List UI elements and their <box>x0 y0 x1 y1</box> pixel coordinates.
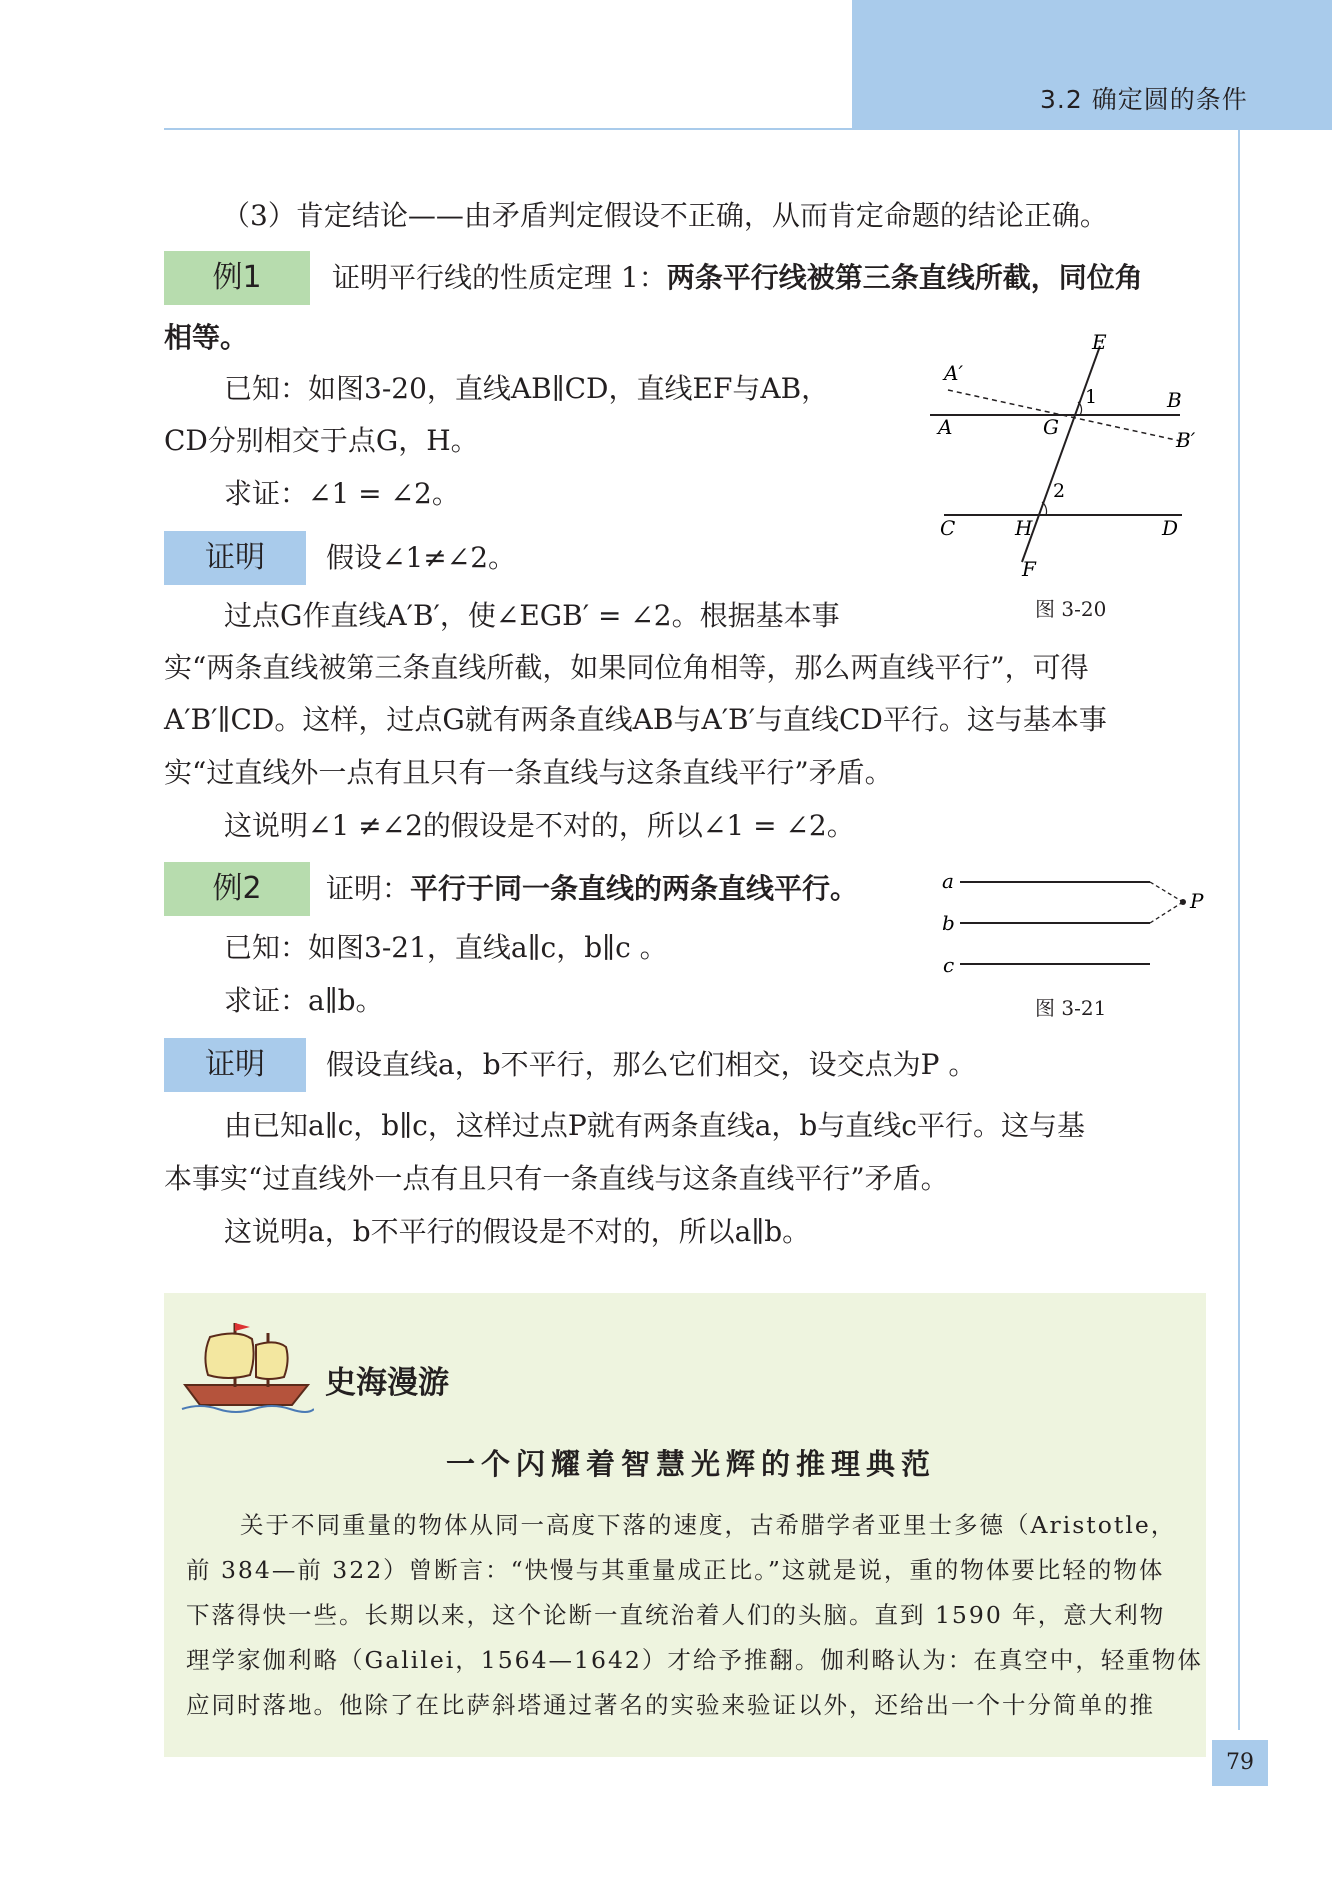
label-b: B <box>1167 388 1182 412</box>
figure-3-21-caption: 图 3-21 <box>1035 996 1107 1020</box>
label-d: D <box>1162 516 1179 540</box>
example2-statement-b: 平行于同一条直线的两条直线平行。 <box>410 872 859 905</box>
line-b-extension <box>1150 902 1183 923</box>
example1-statement-b: 两条平行线被第三条直线所截，同位角 <box>666 261 1143 294</box>
example1-statement-a: 证明平行线的性质定理 1： <box>332 261 667 294</box>
label-c: c <box>943 953 955 977</box>
point-p <box>1180 899 1186 905</box>
history-line-3: 下落得快一些。长期以来，这个论断一直统治着人们的头脑。直到 1590 年，意大利物 <box>186 1601 1166 1629</box>
history-line-5: 应同时落地。他除了在比萨斜塔通过著名的实验来验证以外，还给出一个十分简单的推 <box>186 1691 1155 1719</box>
proof2-tag: 证明 <box>164 1038 306 1092</box>
history-subtitle: 一个闪耀着智慧光辉的推理典范 <box>446 1447 937 1481</box>
example2-statement-a: 证明： <box>326 872 411 905</box>
proof1-assume: 假设∠1≠∠2。 <box>326 541 517 574</box>
example2-statement <box>326 869 858 909</box>
line-ef <box>1022 346 1100 562</box>
proof2-assume: 假设直线a，b不平行，那么它们相交，设交点为P 。 <box>326 1048 977 1081</box>
example2-prove: 求证：a∥b。 <box>224 984 384 1017</box>
label-e: E <box>1092 330 1107 354</box>
proof1-line-1: 过点G作直线A′B′，使∠EGB′ = ∠2。根据基本事 <box>224 599 840 632</box>
line-a-extension <box>1150 882 1183 902</box>
figure-3-21 <box>935 868 1215 978</box>
example1-statement-c: 相等。 <box>164 321 249 354</box>
history-section-title: 史海漫游 <box>325 1365 449 1401</box>
label-a-prime: A′ <box>944 361 963 385</box>
label-a: a <box>942 869 954 893</box>
intro-step3: （3）肯定结论——由矛盾判定假设不正确，从而肯定命题的结论正确。 <box>222 199 1108 232</box>
example1-statement <box>332 258 1143 298</box>
example2-given: 已知：如图3-21，直线a∥c，b∥c 。 <box>224 931 668 964</box>
side-rule <box>1238 130 1240 1730</box>
label-p: P <box>1190 889 1204 913</box>
proof1-line-2: 实“两条直线被第三条直线所截，如果同位角相等，那么两直线平行”，可得 <box>164 651 1089 684</box>
proof2-line-3: 这说明a，b不平行的假设是不对的，所以a∥b。 <box>224 1215 811 1248</box>
example1-tag: 例1 <box>164 251 310 305</box>
page-number: 79 <box>1212 1740 1268 1786</box>
label-angle-1: 1 <box>1085 386 1098 408</box>
sailing-ship-icon <box>180 1315 314 1415</box>
proof1-line-4: 实“过直线外一点有且只有一条直线与这条直线平行”矛盾。 <box>164 756 893 789</box>
label-b-prime: B′ <box>1176 428 1196 452</box>
history-line-4: 理学家伽利略（Galilei，1564—1642）才给予推翻。伽利略认为：在真空中，轻重物体 <box>186 1646 1203 1674</box>
label-f: F <box>1022 557 1036 580</box>
history-line-1: 关于不同重量的物体从同一高度下落的速度，古希腊学者亚里士多德（Aristotle， <box>240 1511 1177 1539</box>
proof2-line-1: 由已知a∥c，b∥c，这样过点P就有两条直线a，b与直线c平行。这与基 <box>224 1109 1085 1142</box>
example1-given-2: CD分别相交于点G，H。 <box>164 424 479 457</box>
label-c: C <box>940 516 956 540</box>
history-line-2: 前 384—前 322）曾断言：“快慢与其重量成正比。”这就是说，重的物体要比轻的物体 <box>186 1556 1165 1584</box>
proof1-line-5: 这说明∠1 ≠∠2的假设是不对的，所以∠1 = ∠2。 <box>224 809 855 842</box>
proof1-tag: 证明 <box>164 531 306 585</box>
label-a: A <box>938 415 953 439</box>
label-b: b <box>942 911 955 935</box>
label-angle-2: 2 <box>1053 480 1066 502</box>
figure-3-20-caption: 图 3-20 <box>1035 597 1107 621</box>
proof1-line-3: A′B′∥CD。这样，过点G就有两条直线AB与A′B′与直线CD平行。这与基本事 <box>164 703 1107 736</box>
example1-prove: 求证：∠1 = ∠2。 <box>224 477 460 510</box>
label-h: H <box>1015 516 1033 540</box>
section-header: 3.2 确定圆的条件 <box>1040 85 1248 114</box>
example2-tag: 例2 <box>164 862 310 916</box>
label-g: G <box>1043 415 1059 439</box>
figure-3-20 <box>930 330 1210 580</box>
header-rule <box>164 128 854 130</box>
example1-given-1: 已知：如图3-20，直线AB∥CD，直线EF与AB， <box>224 372 830 405</box>
proof2-line-2: 本事实“过直线外一点有且只有一条直线与这条直线平行”矛盾。 <box>164 1162 949 1195</box>
